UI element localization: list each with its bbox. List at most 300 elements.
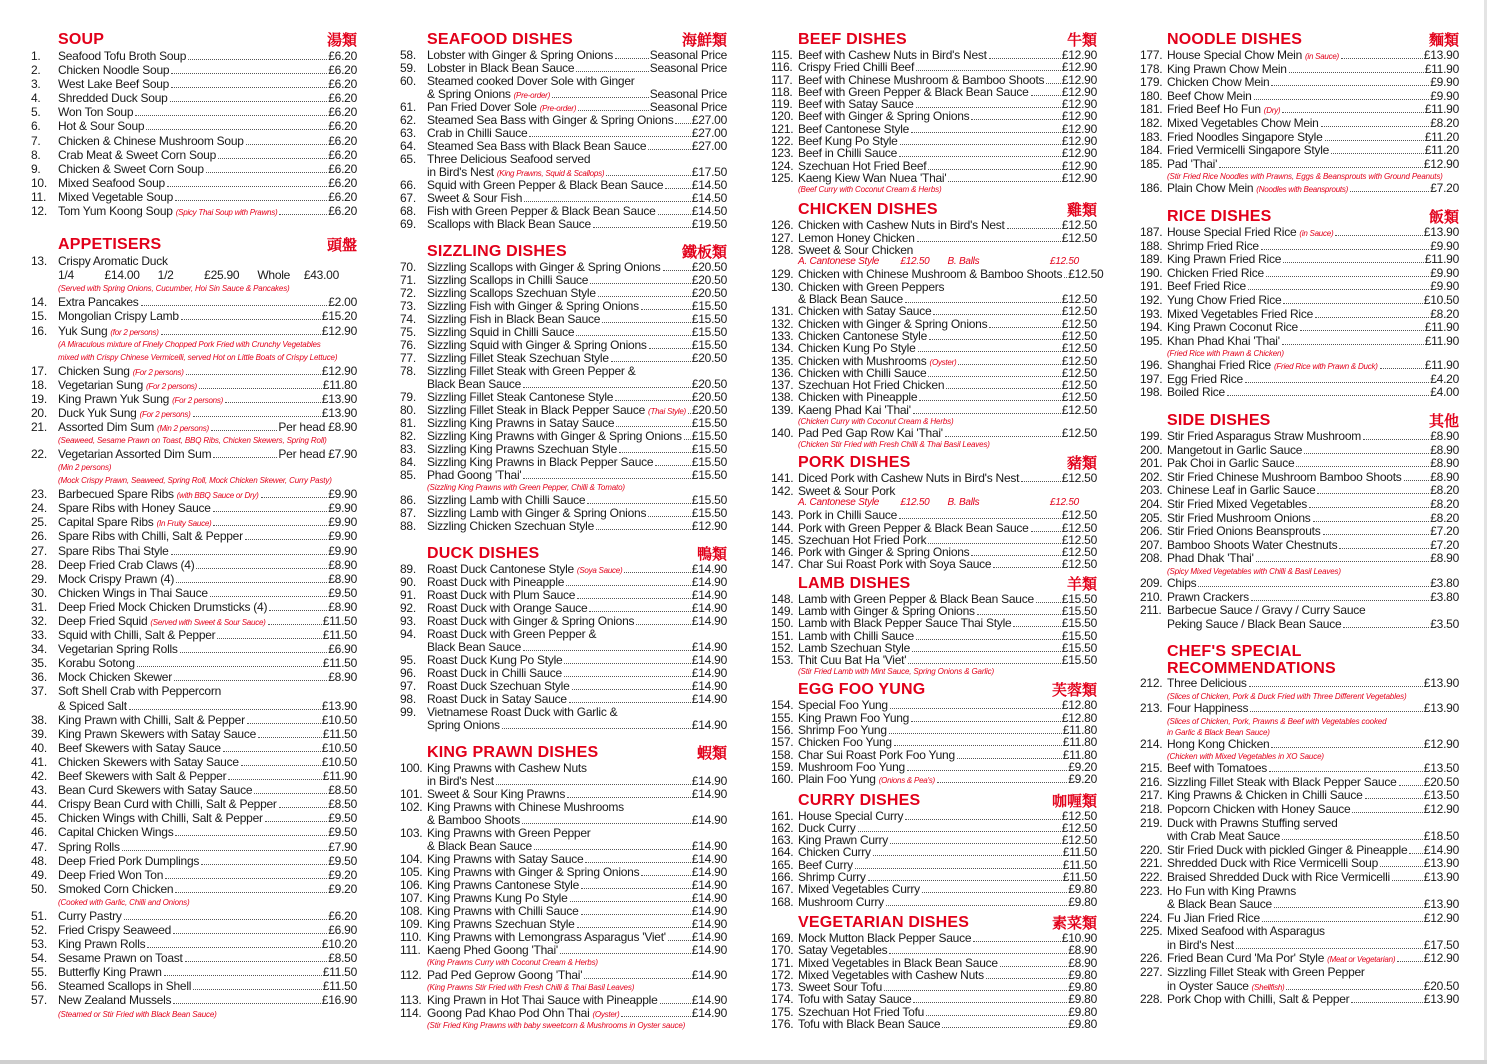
dotted-leader xyxy=(1271,85,1429,86)
item-number: 198. xyxy=(1140,385,1163,400)
item-price: £12.90 xyxy=(1423,156,1459,171)
dotted-leader xyxy=(279,807,328,808)
item-name: Mixed Vegetables in Black Bean Sauce xyxy=(798,955,998,970)
dotted-leader xyxy=(161,334,321,335)
item-name: Beef with Ginger & Spring Onions xyxy=(798,109,970,124)
menu-item xyxy=(771,654,1097,666)
dotted-leader xyxy=(855,868,1062,869)
item-price: £13.50 xyxy=(1423,761,1459,776)
item-price: £12.90 xyxy=(1061,84,1097,99)
item-number: 22. xyxy=(31,447,47,462)
dotted-leader xyxy=(186,374,321,375)
menu-item xyxy=(771,699,1097,711)
item-name: Crispy Bean Curd with Chilli, Salt & Pepper xyxy=(58,797,277,812)
item-number: 100. xyxy=(400,761,423,775)
dotted-leader xyxy=(246,144,328,145)
dotted-leader xyxy=(1013,626,1060,627)
menu-item xyxy=(771,944,1097,956)
dotted-leader xyxy=(268,624,322,625)
item-price: £7.20 xyxy=(1430,537,1459,552)
menu-item xyxy=(31,600,357,614)
section-header xyxy=(31,31,357,49)
item-description: (Cooked with Garlic, Chilli and Onions) xyxy=(58,897,190,907)
item-number: 60. xyxy=(400,74,416,88)
item-name: Spare Ribs Thai Style xyxy=(58,543,169,558)
item-number: 35. xyxy=(31,656,47,671)
item-price: £9.90 xyxy=(328,501,357,516)
item-price: £10.50 xyxy=(321,712,357,727)
section-header xyxy=(771,201,1097,219)
item-price: £14.90 xyxy=(691,774,727,788)
dotted-leader xyxy=(180,652,328,653)
item-name: King Prawn Foo Yung xyxy=(798,710,910,725)
menu-item xyxy=(1140,49,1459,63)
item-number: 142. xyxy=(771,483,794,498)
item-price: £10.50 xyxy=(1423,292,1459,307)
item-description: (King Prawns Curry with Coconut Cream & Herbs) xyxy=(427,958,598,967)
dotted-leader xyxy=(247,723,321,724)
dotted-leader xyxy=(649,348,691,349)
item-name: Roast Duck with Green Pepper & xyxy=(427,627,597,641)
menu-item xyxy=(1140,430,1459,444)
item-price: £12.50 xyxy=(1061,402,1097,417)
menu-item xyxy=(31,148,357,162)
price-option-price: £12.50 xyxy=(900,496,930,508)
item-number: 91. xyxy=(400,588,416,602)
dotted-leader xyxy=(928,543,1060,544)
dotted-leader xyxy=(1335,235,1422,236)
item-number: 80. xyxy=(400,403,416,417)
item-name: Stir Fried Asparagus Straw Mushroom xyxy=(1167,429,1361,444)
item-number: 31. xyxy=(31,599,47,614)
item-name: Char Sui Roast Pork Foo Yung xyxy=(798,747,955,762)
item-number: 226. xyxy=(1140,951,1163,966)
item-price: £12.50 xyxy=(1061,328,1097,343)
item-price: £12.50 xyxy=(1061,545,1097,560)
item-name: Hot & Sour Soup xyxy=(58,119,145,134)
item-name: Sizzling Fish with Ginger & Spring Onions xyxy=(427,299,639,313)
price-options xyxy=(31,268,357,282)
item-price: £2.00 xyxy=(328,295,357,310)
menu-item xyxy=(400,520,727,533)
item-price: £15.50 xyxy=(691,429,727,443)
item-name: in Bird's Nest xyxy=(427,774,494,788)
menu-item xyxy=(1140,103,1459,117)
item-price: £8.90 xyxy=(328,670,357,685)
item-number: 89. xyxy=(400,562,416,576)
menu-item xyxy=(1140,131,1459,145)
item-number: 202. xyxy=(1140,469,1163,484)
section-title: DUCK DISHES xyxy=(427,545,540,562)
item-price: Seasonal Price xyxy=(649,61,727,75)
price-option xyxy=(58,268,158,282)
item-number: 215. xyxy=(1140,761,1163,776)
item-price: £14.90 xyxy=(691,865,727,879)
item-description: (Chicken with Mixed Vegetables in XO Sauce) xyxy=(1167,752,1324,762)
dotted-leader xyxy=(165,878,327,879)
menu-item xyxy=(771,509,1097,521)
dotted-leader xyxy=(1404,480,1430,481)
item-name: Braised Shredded Duck with Rice Vermicelli xyxy=(1167,869,1390,884)
dotted-leader xyxy=(937,782,1067,783)
section-title-chinese: 豬類 xyxy=(1066,454,1097,473)
item-name: Chicken Sung xyxy=(58,363,130,378)
menu-item xyxy=(771,558,1097,570)
section-title: CURRY DISHES xyxy=(798,791,921,809)
dotted-leader xyxy=(1397,961,1423,962)
item-price: £8.90 xyxy=(1430,429,1459,444)
item-price: £11.90 xyxy=(1424,333,1459,348)
item-number: 152. xyxy=(771,640,794,655)
item-name: in Bird's Nest xyxy=(427,165,494,179)
dotted-leader xyxy=(908,663,1061,664)
menu-item xyxy=(31,558,357,572)
dotted-leader xyxy=(971,555,1060,556)
item-name: Mixed Seafood with Asparagus xyxy=(1167,924,1325,939)
dotted-leader xyxy=(957,758,1062,759)
price-option-price: £12.50 xyxy=(1049,496,1079,508)
item-name: Beef Skewers with Satay Sauce xyxy=(58,740,221,755)
dotted-leader xyxy=(989,327,1060,328)
item-number: 201. xyxy=(1140,456,1163,471)
dotted-leader xyxy=(167,186,327,187)
section-header xyxy=(1140,643,1459,677)
item-name: Steamed cooked Dover Sole with Ginger xyxy=(427,74,635,88)
item-price: £9.80 xyxy=(1068,992,1097,1007)
item-number: 113. xyxy=(400,993,422,1007)
menu-item xyxy=(1140,789,1459,803)
item-number: 190. xyxy=(1140,265,1163,280)
dotted-leader xyxy=(1286,989,1422,990)
item-price: £13.90 xyxy=(321,405,357,420)
dotted-leader xyxy=(211,430,278,431)
section-title-chinese: 芙蓉類 xyxy=(1051,681,1097,700)
section-header xyxy=(400,243,727,261)
menu-section xyxy=(31,31,357,218)
item-name: Crispy Aromatic Duck xyxy=(58,254,168,269)
item-name: Fu Jian Fried Rice xyxy=(1167,910,1260,925)
item-subnote: (Onions & Pea's) xyxy=(878,776,935,786)
item-price: £8.90 xyxy=(1430,469,1459,484)
item-price: £12.50 xyxy=(1068,267,1104,282)
price-option-label: 1/2 xyxy=(157,268,174,283)
item-name: Stir Fried Duck with pickled Ginger & Pineapple xyxy=(1167,842,1408,857)
item-price: £15.50 xyxy=(1061,653,1097,668)
item-name: Spare Ribs with Honey Sauce xyxy=(58,501,211,516)
item-price: £12.50 xyxy=(1061,341,1097,356)
item-price: £6.90 xyxy=(328,922,357,937)
dotted-leader xyxy=(946,388,1061,389)
item-number: 94. xyxy=(400,627,416,641)
item-name: Diced Pork with Cashew Nuts in Bird's Nest xyxy=(798,471,1020,486)
item-price: £14.90 xyxy=(691,601,727,615)
item-price: £11.80 xyxy=(322,377,357,392)
item-price: £15.50 xyxy=(691,468,727,482)
section-title: CHICKEN DISHES xyxy=(798,201,938,219)
item-name: Pak Choi in Garlic Sauce xyxy=(1167,456,1295,471)
dotted-leader xyxy=(258,737,322,738)
item-price: £15.50 xyxy=(1061,616,1097,631)
item-name: Beef Cantonese Style xyxy=(798,121,910,136)
dotted-leader xyxy=(615,400,691,401)
item-price: £3.80 xyxy=(1430,576,1459,590)
item-name: Shanghai Fried Rice xyxy=(1167,358,1271,373)
dotted-leader xyxy=(1046,83,1060,84)
dotted-leader xyxy=(1365,798,1423,799)
section-title-chinese: 其他 xyxy=(1428,412,1459,431)
item-name: Mixed Vegetable Soup xyxy=(58,189,174,204)
item-number: 157. xyxy=(771,735,794,750)
item-number: 20. xyxy=(31,405,47,420)
item-price: £8.20 xyxy=(1430,483,1459,498)
menu-item xyxy=(31,741,357,755)
menu-item xyxy=(771,957,1097,969)
item-price: £6.20 xyxy=(328,49,357,63)
section-title: EGG FOO YUNG xyxy=(798,681,926,699)
item-number: 11. xyxy=(31,189,47,204)
item-description: (Sizzling King Prawns with Green Pepper, Chilli & Tomato) xyxy=(427,483,625,492)
item-price: £6.20 xyxy=(328,77,357,92)
item-subnote: (Oyster) xyxy=(592,1010,620,1019)
dotted-leader xyxy=(201,864,327,865)
item-name: Sweet & Sour Pork xyxy=(798,483,896,498)
item-name: Tofu with Satay Sauce xyxy=(798,992,912,1007)
item-number: 12. xyxy=(31,204,47,219)
menu-item xyxy=(31,544,357,558)
item-price: £9.80 xyxy=(1068,882,1097,897)
item-number: 111. xyxy=(400,943,421,957)
item-name: Roast Duck Kung Po Style xyxy=(427,653,563,667)
menu-section xyxy=(400,31,727,231)
item-number: 203. xyxy=(1140,483,1163,498)
dotted-leader xyxy=(529,136,690,137)
dotted-leader xyxy=(926,1015,1067,1016)
item-price: £6.20 xyxy=(328,189,357,204)
item-number: 28. xyxy=(31,557,47,572)
dotted-leader xyxy=(196,568,327,569)
dotted-leader xyxy=(922,892,1067,893)
item-number: 26. xyxy=(31,529,47,544)
dotted-leader xyxy=(213,511,328,512)
item-name: King Prawns with Satay Sauce xyxy=(427,852,584,866)
dotted-leader xyxy=(905,819,1061,820)
menu-item xyxy=(1140,912,1459,926)
item-price: £9.80 xyxy=(1068,980,1097,995)
dotted-leader xyxy=(1000,966,1067,967)
item-description: (Seaweed, Sesame Prawn on Toast, BBQ Ribs, Chicken Skewers, Spring Roll) xyxy=(58,436,327,446)
dotted-leader xyxy=(171,87,327,88)
dotted-leader xyxy=(1031,95,1061,96)
item-description: (Stir Fried King Prawns with baby sweetcorn & Mushrooms in Oyster sauce) xyxy=(427,1021,686,1030)
item-number: 116. xyxy=(771,60,793,75)
item-number: 102. xyxy=(400,800,423,814)
menu-item xyxy=(400,969,727,982)
item-number: 99. xyxy=(400,705,416,719)
dotted-leader xyxy=(223,751,321,752)
menu-item xyxy=(31,586,357,600)
menu-item xyxy=(1140,484,1459,498)
item-number: 155. xyxy=(771,710,794,725)
dotted-leader xyxy=(589,611,690,612)
item-number: 2. xyxy=(31,63,41,78)
item-description: (Slices of Chicken, Pork & Duck Fried with Three Different Vegetables) xyxy=(1167,691,1407,701)
menu-item xyxy=(31,923,357,937)
item-name: Squid with Chilli, Salt & Pepper xyxy=(58,628,216,643)
item-name: Chicken Wings with Chilli, Salt & Pepper xyxy=(58,811,263,826)
item-name: Szechuan Hot Fried Chicken xyxy=(798,378,945,393)
item-name: Steamed Sea Bass with Black Bean Sauce xyxy=(427,139,647,153)
item-price: £12.90 xyxy=(321,363,357,378)
item-number: 59. xyxy=(400,61,416,75)
item-name: Mangetout in Garlic Sauce xyxy=(1167,442,1303,457)
menu-item xyxy=(1140,512,1459,526)
item-price: £12.90 xyxy=(1061,134,1097,149)
item-name: House Special Chow Mein xyxy=(1167,48,1302,62)
item-description: (Fried Rice with Prawn & Chicken) xyxy=(1167,349,1284,359)
page-footer-bar xyxy=(0,1060,1487,1064)
item-price: £12.50 xyxy=(1061,365,1097,380)
section-title: BEEF DISHES xyxy=(798,31,907,48)
item-name: Black Bean Sauce xyxy=(427,377,522,391)
menu-item xyxy=(1140,76,1459,90)
menu-item xyxy=(771,427,1097,439)
dotted-leader xyxy=(648,516,691,517)
item-price: £13.90 xyxy=(1423,869,1459,884)
item-number: 30. xyxy=(31,585,47,600)
item-name: Sizzling Lamb with Chilli Sauce xyxy=(427,493,586,507)
item-price: £9.50 xyxy=(328,853,357,868)
item-name: Barbecued Spare Ribs xyxy=(58,487,174,502)
item-name: Beef Fried Rice xyxy=(1167,279,1246,294)
dotted-leader xyxy=(137,666,322,667)
menu-section xyxy=(771,454,1097,570)
item-name: Lobster in Black Bean Sauce xyxy=(427,61,575,75)
item-price: £17.50 xyxy=(1423,937,1459,952)
menu-item xyxy=(1140,321,1459,335)
item-name: Chicken Foo Yung xyxy=(798,735,892,750)
item-price: £14.90 xyxy=(691,839,727,853)
item-price: £27.00 xyxy=(691,126,727,140)
item-price: Per head £8.90 xyxy=(278,419,357,434)
menu-item xyxy=(31,515,357,529)
dotted-leader xyxy=(916,639,1061,640)
dotted-leader xyxy=(1198,586,1429,587)
item-price: £9.80 xyxy=(1068,1004,1097,1019)
dotted-leader xyxy=(206,172,327,173)
item-number: 3. xyxy=(31,77,41,92)
menu-item xyxy=(1140,525,1459,539)
item-name: Capital Spare Ribs xyxy=(58,515,154,530)
item-name: Chicken Kung Po Style xyxy=(798,341,916,356)
menu-item xyxy=(1140,776,1459,790)
dotted-leader xyxy=(942,1027,1067,1028)
item-price: £12.50 xyxy=(1061,833,1097,848)
item-name: with Crab Meat Sauce xyxy=(1167,829,1281,844)
item-name: Kaeng Phed Goong 'Thai' xyxy=(427,943,558,957)
menu-section xyxy=(771,31,1097,195)
menu-item-continuation xyxy=(1140,830,1459,844)
section-header xyxy=(400,545,727,563)
item-number: 52. xyxy=(31,922,47,937)
item-price: £12.50 xyxy=(1061,218,1097,233)
item-price: £11.90 xyxy=(1424,61,1459,76)
menu-item xyxy=(1140,591,1459,605)
item-description: (Beef Curry with Coconut Cream & Herbs) xyxy=(798,185,942,195)
item-number: 6. xyxy=(31,119,41,134)
item-price: £3.80 xyxy=(1430,589,1459,604)
item-name: Sizzling King Prawns in Satay Sauce xyxy=(427,416,615,430)
item-price: £14.90 xyxy=(691,614,727,628)
item-subnote: (Meat or Vegetarian) xyxy=(1327,955,1396,965)
item-subnote: (in Sauce) xyxy=(1305,52,1339,61)
dotted-leader xyxy=(581,914,691,915)
item-price: £8.50 xyxy=(328,797,357,812)
item-name: Pan Fried Dover Sole xyxy=(427,100,537,114)
item-name: Squid with Green Pepper & Black Bean Sauce xyxy=(427,178,664,192)
item-price: £6.20 xyxy=(328,91,357,106)
dotted-leader xyxy=(1282,112,1423,113)
section-header xyxy=(771,454,1097,472)
dotted-leader xyxy=(174,680,327,681)
item-name: Chicken Curry xyxy=(798,845,871,860)
section-header xyxy=(771,914,1097,932)
item-price: £12.90 xyxy=(1061,72,1097,87)
item-name: Sizzling Squid with Ginger & Spring Onions xyxy=(427,338,647,352)
dotted-leader xyxy=(596,529,691,530)
item-number: 128. xyxy=(771,242,794,257)
item-number: 17. xyxy=(31,363,47,378)
item-name: Khan Phad Khai 'Thai' xyxy=(1167,333,1280,348)
item-price: £9.50 xyxy=(328,811,357,826)
menu-item xyxy=(771,404,1097,416)
menu-item xyxy=(771,244,1097,256)
item-name: King Prawns Cantonese Style xyxy=(427,878,580,892)
item-subnote: (Fried Rice with Prawn & Duck) xyxy=(1273,362,1378,372)
item-price: £14.90 xyxy=(691,813,727,827)
item-name: Three Delicious Seafood served xyxy=(427,152,591,166)
menu-section xyxy=(771,575,1097,678)
item-price: £15.50 xyxy=(691,442,727,456)
item-price: £18.50 xyxy=(1423,829,1459,844)
price-option-price: £12.50 xyxy=(900,256,930,268)
menu-item xyxy=(31,49,357,63)
item-name: Sizzling King Prawns in Black Pepper Sauce xyxy=(427,455,654,469)
dotted-leader xyxy=(567,797,691,798)
item-name: Vegetarian Sung xyxy=(58,377,143,392)
section-title: CHEF'S SPECIAL RECOMMENDATIONS xyxy=(1167,643,1336,678)
dotted-leader xyxy=(1339,548,1429,549)
item-name: King Prawn Skewers with Satay Sauce xyxy=(58,726,257,741)
item-price: £14.90 xyxy=(691,588,727,602)
item-price: £8.50 xyxy=(328,783,357,798)
item-name: Black Bean Sauce xyxy=(427,640,522,654)
item-price: £13.90 xyxy=(1423,700,1459,715)
dotted-leader xyxy=(1248,289,1429,290)
dotted-leader xyxy=(173,1003,320,1004)
dotted-leader xyxy=(185,961,328,962)
item-number: 58. xyxy=(400,48,416,62)
item-price: £15.50 xyxy=(691,506,727,520)
menu-section xyxy=(400,545,727,732)
menu-section xyxy=(31,236,357,1020)
item-price: £9.50 xyxy=(328,585,357,600)
item-name: Sizzling Chicken Szechuan Style xyxy=(427,519,595,533)
item-number: 114. xyxy=(400,1006,422,1020)
item-name: Stir Fried Mushroom Onions xyxy=(1167,510,1311,525)
item-number: 97. xyxy=(400,679,416,693)
item-price: £8.90 xyxy=(1430,442,1459,457)
item-price: £11.80 xyxy=(1062,735,1097,750)
